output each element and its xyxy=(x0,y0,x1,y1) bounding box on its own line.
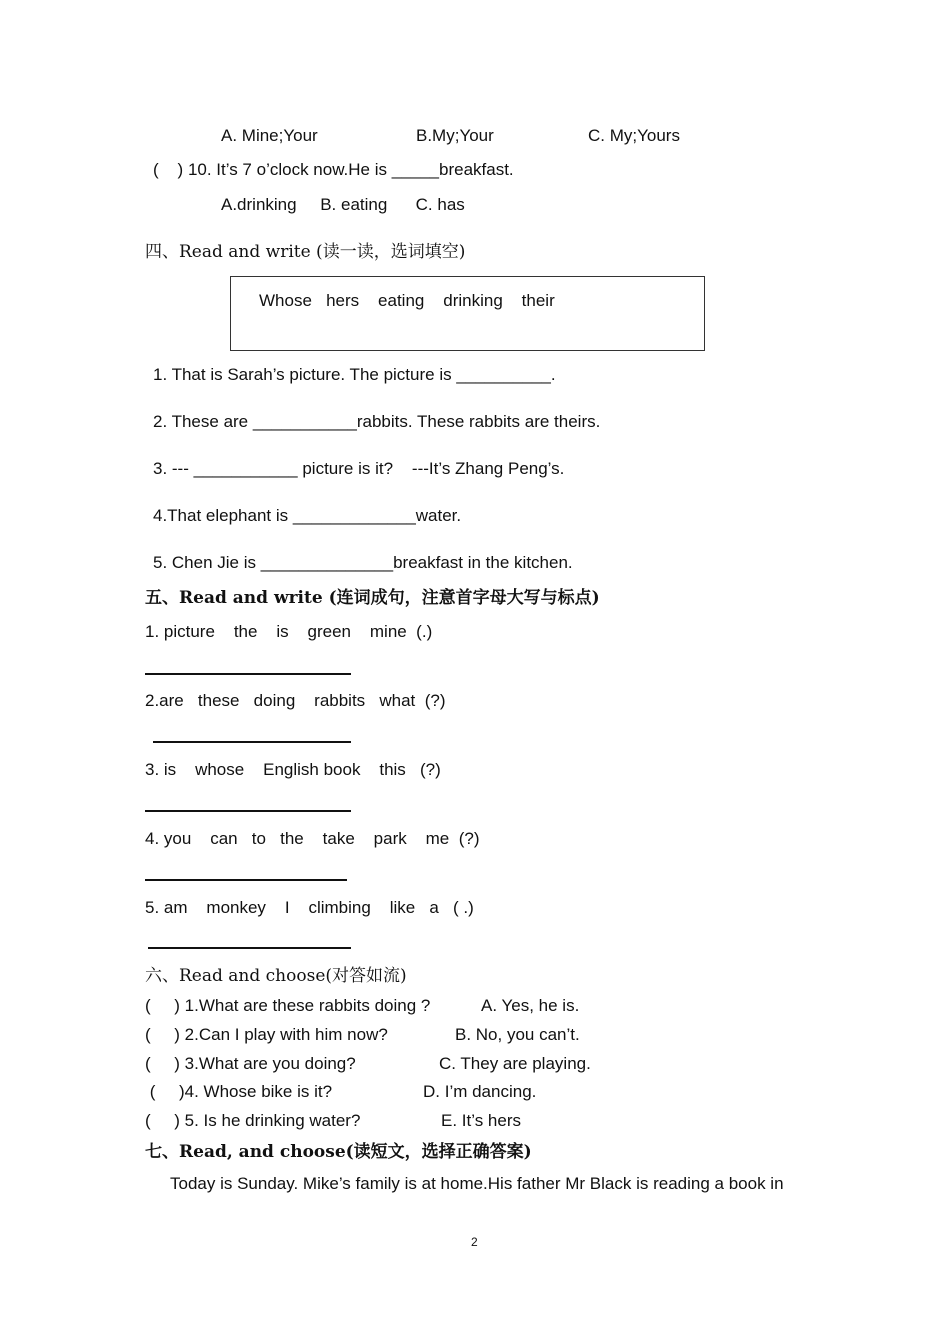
section6-question-3: ( ) 3.What are you doing? xyxy=(145,1054,356,1073)
section4-item-1: 1. That is Sarah’s picture. The picture is __________. xyxy=(153,365,556,384)
section6-question-1: ( ) 1.What are these rabbits doing ? xyxy=(145,996,431,1015)
q9-option-a: A. Mine;Your xyxy=(221,126,318,145)
section5-title: 五、Read and write (连词成句，注意首字母大写与标点) xyxy=(145,588,600,608)
section5-item-5: 5. am monkey I climbing like a ( .) xyxy=(145,898,474,917)
section5-item-3: 3. is whose English book this (?) xyxy=(145,760,441,779)
section4-item-4: 4.That elephant is _____________water. xyxy=(153,506,462,525)
section6-answer-a: A. Yes, he is. xyxy=(481,996,580,1015)
q9-option-c: C. My;Yours xyxy=(588,126,680,145)
section6-answer-c: C. They are playing. xyxy=(439,1054,591,1073)
q9-option-b: B.My;Your xyxy=(416,126,494,145)
word-box xyxy=(230,276,705,351)
section4-item-5: 5. Chen Jie is ______________breakfast in the kitchen. xyxy=(153,553,573,572)
word-box-words: Whose hers eating drinking their xyxy=(259,291,555,310)
section6-title: 六、Read and choose(对答如流) xyxy=(145,966,407,986)
section5-item-2: 2.are these doing rabbits what (?) xyxy=(145,691,446,710)
section4-title: 四、Read and write (读一读，选词填空) xyxy=(145,242,466,262)
answer-line-1[interactable] xyxy=(145,673,351,675)
q10-options: A.drinking B. eating C. has xyxy=(221,195,465,214)
section5-item-1: 1. picture the is green mine (.) xyxy=(145,622,433,641)
section7-passage: Today is Sunday. Mike’s family is at home.His father Mr Black is reading a book in xyxy=(170,1174,784,1193)
section4-item-3: 3. --- ___________ picture is it? ---It’s Zhang Peng’s. xyxy=(153,459,565,478)
section6-answer-d: D. I’m dancing. xyxy=(423,1082,537,1101)
section7-title: 七、Read, and choose(读短文，选择正确答案) xyxy=(145,1142,532,1162)
section6-question-4: ( )4. Whose bike is it? xyxy=(145,1082,333,1101)
section5-item-4: 4. you can to the take park me (?) xyxy=(145,829,480,848)
section6-answer-e: E. It’s hers xyxy=(441,1111,521,1130)
answer-line-3[interactable] xyxy=(145,810,351,812)
section6-question-5: ( ) 5. Is he drinking water? xyxy=(145,1111,361,1130)
section6-answer-b: B. No, you can’t. xyxy=(455,1025,580,1044)
page-number: 2 xyxy=(471,1235,478,1249)
q10-question: ( ) 10. It’s 7 o’clock now.He is _____breakfast. xyxy=(153,160,514,179)
section6-question-2: ( ) 2.Can I play with him now? xyxy=(145,1025,388,1044)
answer-line-4[interactable] xyxy=(145,879,347,881)
answer-line-5[interactable] xyxy=(148,947,351,949)
answer-line-2[interactable] xyxy=(153,741,351,743)
section4-item-2: 2. These are ___________rabbits. These rabbits are theirs. xyxy=(153,412,601,431)
